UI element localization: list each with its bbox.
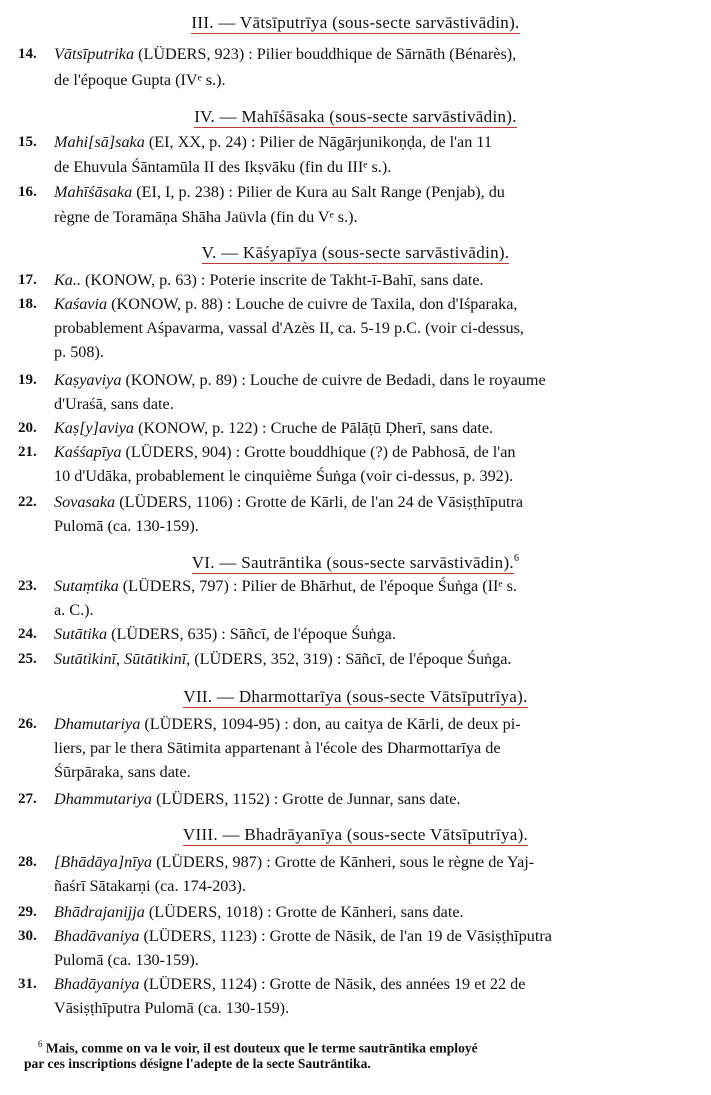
entry-text: Śūrpāraka, sans date. <box>54 763 191 781</box>
footnote-ref: 6 <box>513 553 520 564</box>
entry-text: de l'époque Gupta (IVᵉ s.). <box>54 71 226 89</box>
entry-text: (KONOW, p. 63) : Poterie inscrite de Takht-ī-Bahī, sans date. <box>81 271 484 289</box>
entry-number: 25. <box>18 651 37 667</box>
entry-text: (LÜDERS, 1018) : Grotte de Kānheri, sans date. <box>144 903 464 921</box>
entry-number: 14. <box>18 46 37 62</box>
entry-name: Kaṣ[y]aviya <box>54 419 135 437</box>
section-heading: V. — Kāśyapīya (sous-secte sarvāstivādin). <box>201 243 510 262</box>
entry-text: (LÜDERS, 904) : Grotte bouddhique (?) de Pabhosā, de l'an <box>121 443 516 461</box>
entry-number: 16. <box>18 184 37 200</box>
entry-number: 27. <box>18 791 37 807</box>
entry-number: 19. <box>18 372 37 388</box>
entry-name: Sutaṃtika <box>54 577 119 595</box>
entry-text: (LÜDERS, 635) : Sāñcī, de l'époque Śuṅga. <box>107 625 396 643</box>
entry-name: Ka.. <box>54 271 81 289</box>
entry-text: (EI, I, p. 238) : Pilier de Kura au Salt Range (Penjab), du <box>132 183 505 201</box>
entry-number: 23. <box>18 578 37 594</box>
entry-text: (KONOW, p. 89) : Louche de cuivre de Bedadi, dans le royaume <box>121 371 546 389</box>
entry-text: (EI, XX, p. 24) : Pilier de Nāgārjunikoṇḍa, de l'an 11 <box>144 133 492 151</box>
entry-number: 26. <box>18 716 37 732</box>
entry-number: 15. <box>18 134 37 150</box>
footnote-marker: 6 <box>38 1039 43 1049</box>
entry-text: (LÜDERS, 1106) : Grotte de Kārli, de l'an 24 de Vāsiṣṭhīputra <box>115 493 524 511</box>
entry-text: règne de Toramāṇa Shāha Jaüvla (fin du Vᵉ s.). <box>54 208 358 226</box>
entry-text: (KONOW, p. 122) : Cruche de Pālāṭū Ḍherī, sans date. <box>134 419 494 437</box>
entry-name: Kaśśapīya <box>54 443 122 461</box>
entry-name: Bhadāyaniya <box>54 975 140 993</box>
entry-number: 21. <box>18 444 37 460</box>
section-heading: III. — Vātsīputrīya (sous-secte sarvāstivādin). <box>191 13 520 32</box>
section-heading: IV. — Mahīśāsaka (sous-secte sarvāstivādin). <box>194 107 517 126</box>
entry-name: Bhadāvaniya <box>54 927 140 945</box>
entry-number: 22. <box>18 494 37 510</box>
entry-name: Sutātikinī, Sūtātikinī, <box>54 650 191 668</box>
entry-name: Sovasaka <box>54 493 116 511</box>
entry-name: Sutātika <box>54 625 108 643</box>
entry-text: (LÜDERS, 987) : Grotte de Kānheri, sous le règne de Yaj- <box>152 853 535 871</box>
entry-text: a. C.). <box>54 601 94 619</box>
entry-text: Pulomā (ca. 130-159). <box>54 517 199 535</box>
entry-name: Kaṣyaviya <box>54 371 122 389</box>
entry-text: (LÜDERS, 1124) : Grotte de Nāsik, des années 19 et 22 de <box>139 975 526 993</box>
entry-name: Mahi[sā]saka <box>54 133 145 151</box>
entry-text: de Ehuvula Śāntamūla II des Ikṣvāku (fin du IIIᵉ s.). <box>54 158 392 176</box>
section-heading: VI. — Sautrāntika (sous-secte sarvāstivādin).$^6$ <box>191 552 520 572</box>
entry-text: ñaśrī Sātakarṇi (ca. 174-203). <box>54 877 246 895</box>
entry-text: probablement Aśpavarma, vassal d'Azès II, ca. 5-19 p.C. (voir ci-dessus, <box>54 319 524 337</box>
entry-name: Dhammutariya <box>54 790 153 808</box>
entry-text: (LÜDERS, 797) : Pilier de Bhārhut, de l'époque Śuṅga (IIᵉ s. <box>118 577 517 595</box>
entry-text: p. 508). <box>54 343 104 361</box>
entry-text: Vāsiṣṭhīputra Pulomā (ca. 130-159). <box>54 999 290 1017</box>
entry-number: 29. <box>18 904 37 920</box>
section-heading: VIII. — Bhadrāyanīya (sous-secte Vātsīputrīya). <box>182 825 529 844</box>
entry-text: (LÜDERS, 352, 319) : Sāñcī, de l'époque Śuṅga. <box>190 650 512 668</box>
entry-text: Pulomā (ca. 130-159). <box>54 951 199 969</box>
entry-name: Mahīśāsaka <box>54 183 133 201</box>
footnote-line: Mais, comme on va le voir, il est douteux que le terme sautrāntika employé <box>45 1040 478 1056</box>
entry-name: Bhādrajanijja <box>54 903 145 921</box>
entry-name: [Bhādāya]nīya <box>54 853 153 871</box>
entry-name: Vātsīputrika <box>54 45 135 63</box>
entry-number: 30. <box>18 928 37 944</box>
entry-number: 20. <box>18 420 37 436</box>
entry-text: (KONOW, p. 88) : Louche de cuivre de Taxila, don d'Iśparaka, <box>107 295 518 313</box>
entry-text: 10 d'Udāka, probablement le cinquième Śuṅga (voir ci-dessus, p. 392). <box>54 467 514 485</box>
entry-number: 24. <box>18 626 37 642</box>
entry-name: Kaśavia <box>54 295 108 313</box>
footnote-line: par ces inscriptions désigne l'adepte de la secte Sautrāntika. <box>24 1056 371 1071</box>
entry-number: 18. <box>18 296 37 312</box>
entry-number: 28. <box>18 854 37 870</box>
entry-text: d'Uraśā, sans date. <box>54 395 174 413</box>
entry-text: (LÜDERS, 1094-95) : don, au caitya de Kārli, de deux pi- <box>140 715 521 733</box>
entry-name: Dhamutariya <box>54 715 141 733</box>
entry-text: liers, par le thera Sātimita appartenant à l'école des Dharmottarīya de <box>54 739 501 757</box>
entry-text: (LÜDERS, 1123) : Grotte de Nāsik, de l'an 19 de Vāsiṣṭhīputra <box>139 927 552 945</box>
entry-number: 17. <box>18 272 37 288</box>
section-heading: VII. — Dharmottarīya (sous-secte Vātsīputrīya). <box>183 687 528 706</box>
entry-text: (LÜDERS, 923) : Pilier bouddhique de Sārnāth (Bénarès), <box>134 45 517 63</box>
entry-text: (LÜDERS, 1152) : Grotte de Junnar, sans date. <box>152 790 461 808</box>
entry-number: 31. <box>18 976 37 992</box>
